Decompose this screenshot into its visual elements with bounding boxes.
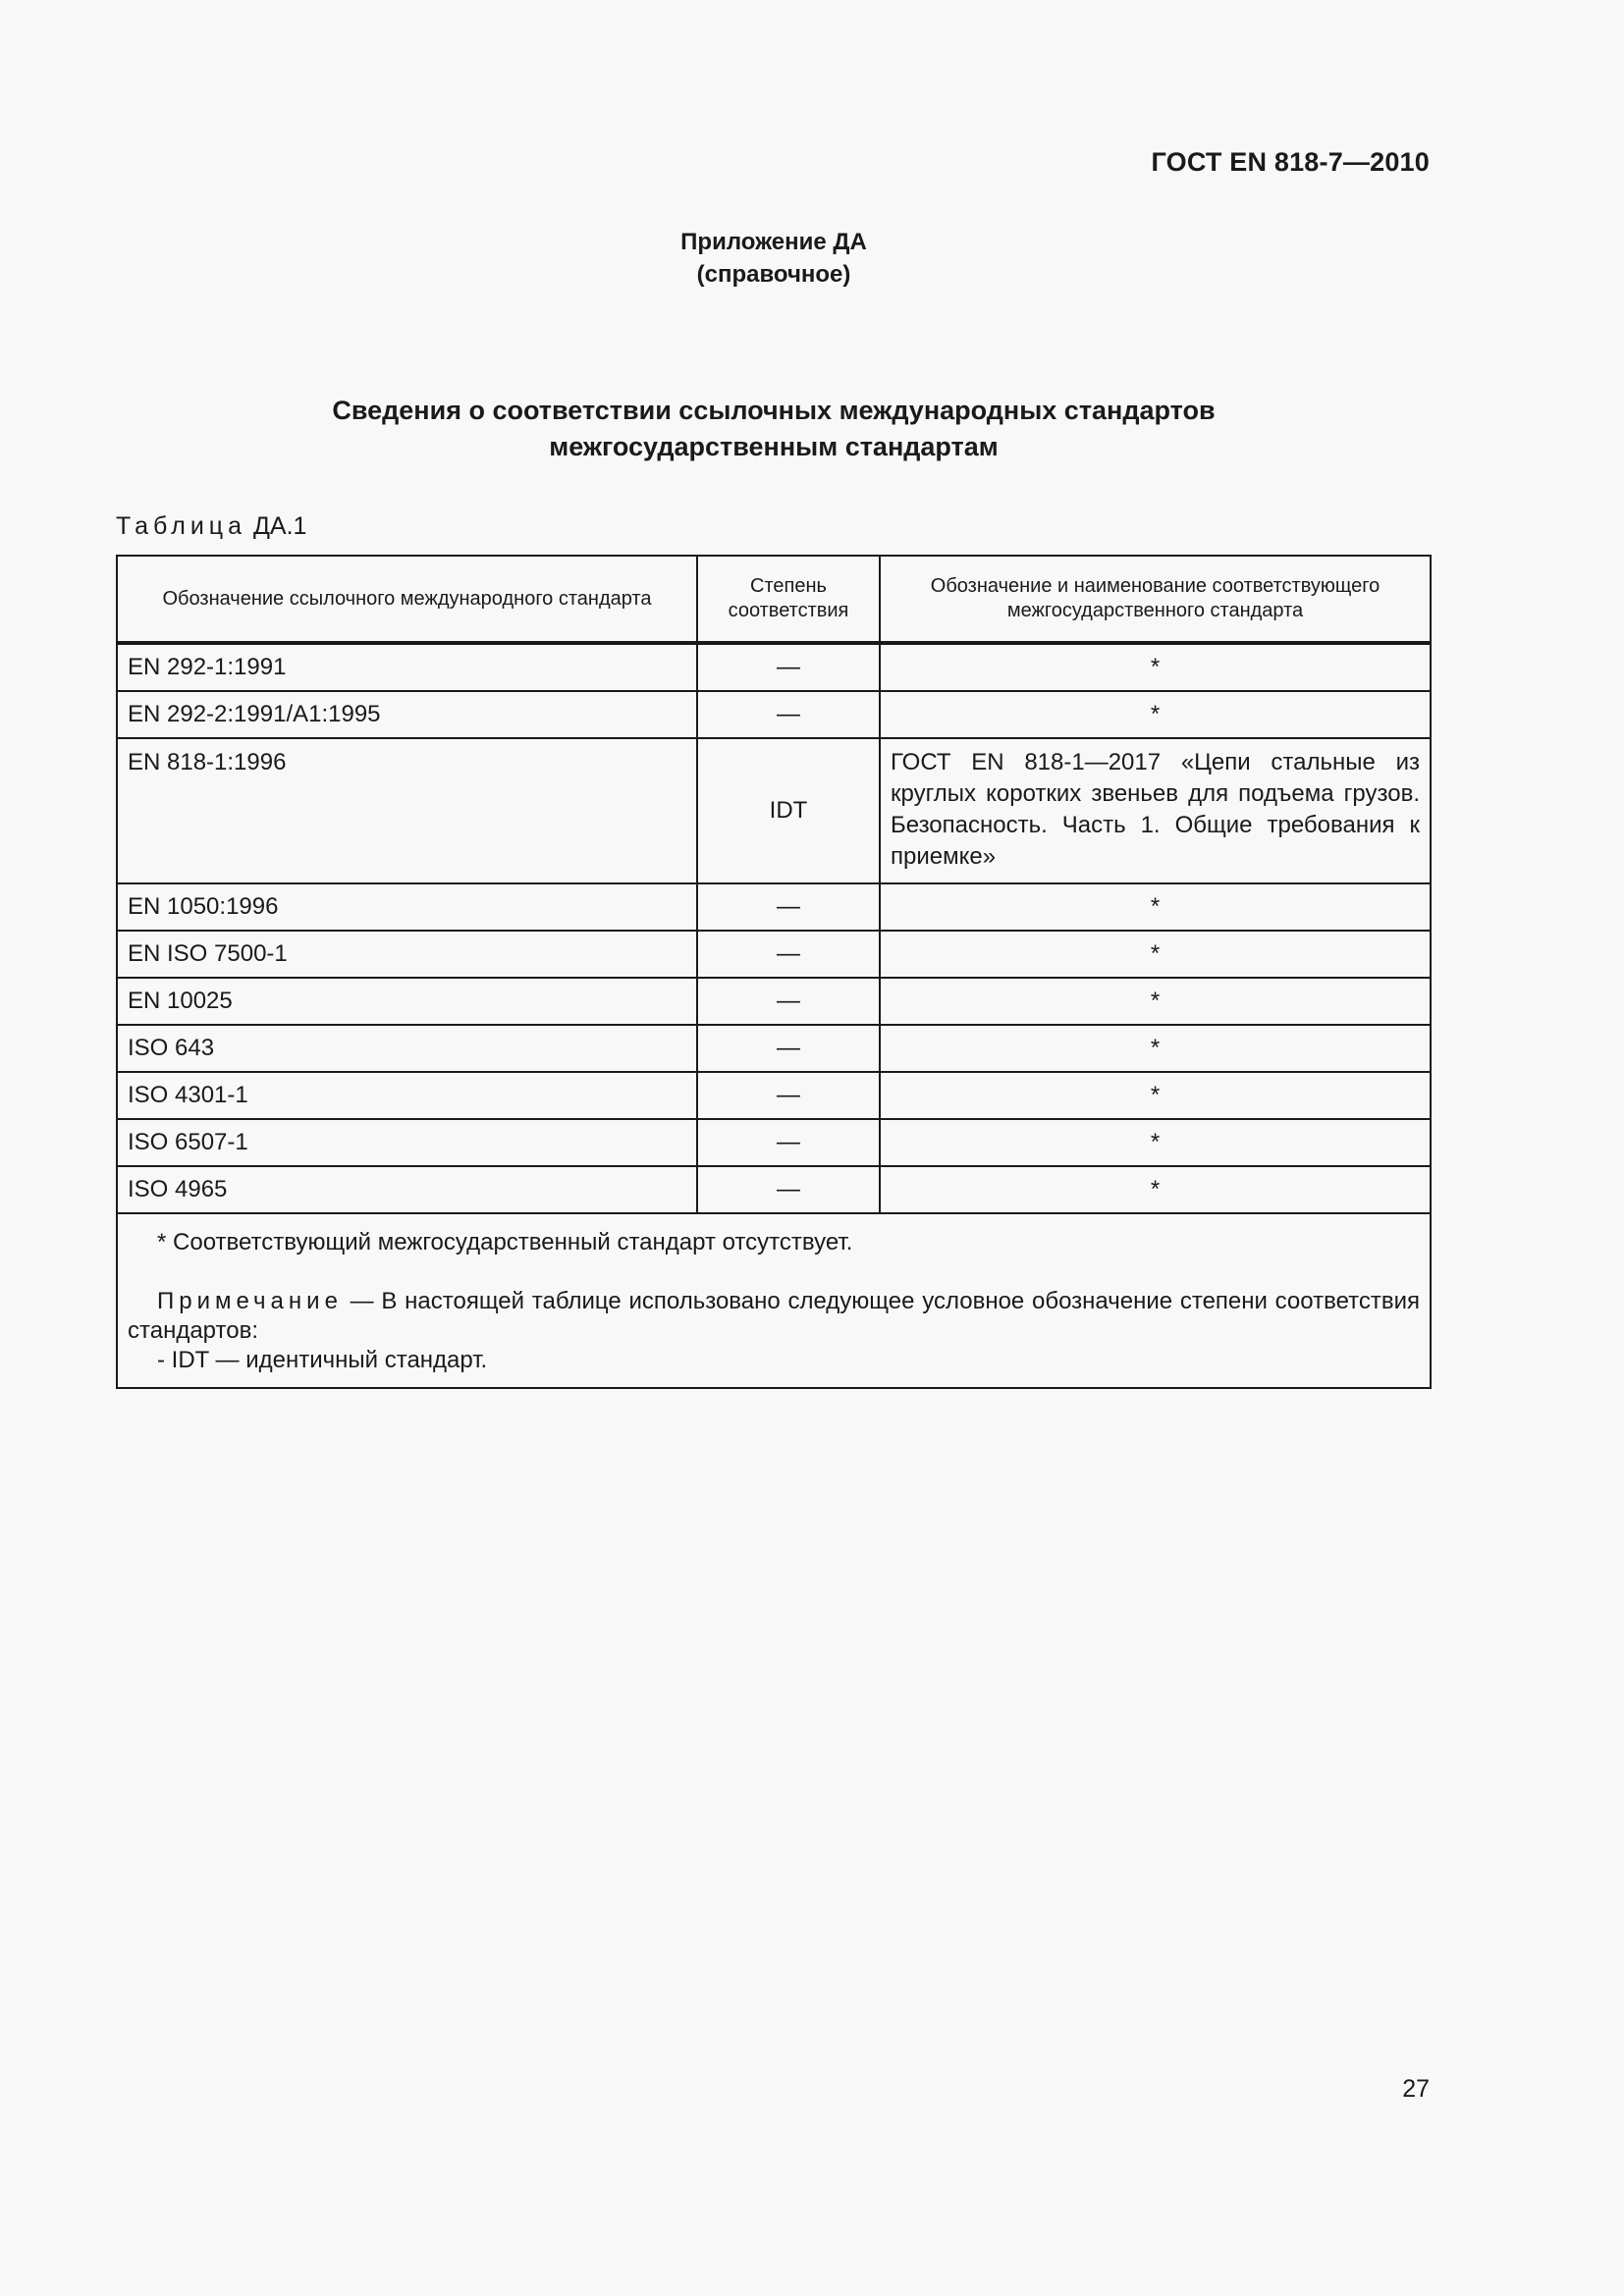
degree-cell: —	[697, 1025, 880, 1072]
national-cell: *	[880, 1166, 1431, 1213]
degree-cell: —	[697, 1072, 880, 1119]
ref-cell: EN 292-2:1991/A1:1995	[117, 691, 697, 738]
table-row	[117, 1072, 1431, 1119]
ref-cell: EN 1050:1996	[117, 883, 697, 931]
national-cell: *	[880, 978, 1431, 1025]
standards-table	[116, 555, 1432, 1389]
table-header-row	[117, 556, 1431, 643]
section-title-line-1: Сведения о соответствии ссылочных международных стандартов	[332, 396, 1216, 425]
annex-title: Приложение ДА	[680, 229, 867, 255]
ref-cell: EN 818-1:1996	[117, 738, 697, 883]
ref-cell: ISO 4965	[117, 1166, 697, 1213]
ref-cell: ISO 643	[117, 1025, 697, 1072]
annex-heading	[0, 226, 1547, 291]
table-label-id: ДА.1	[252, 512, 307, 540]
annex-subtitle: (справочное)	[696, 261, 851, 288]
ref-cell: EN 292-1:1991	[117, 643, 697, 691]
degree-cell: —	[697, 643, 880, 691]
footnote: * Соответствующий межгосударственный стандарт отсутствует.	[157, 1229, 853, 1255]
national-cell: *	[880, 1119, 1431, 1166]
degree-cell: —	[697, 978, 880, 1025]
header-national-standard: Обозначение и наименование соответствующего межгосударственного стандарта	[880, 556, 1431, 643]
table-row	[117, 978, 1431, 1025]
national-cell: *	[880, 1025, 1431, 1072]
note	[128, 1287, 1420, 1346]
page-number: 27	[1402, 2075, 1430, 2103]
table-footer-row	[117, 1213, 1431, 1388]
national-cell: *	[880, 883, 1431, 931]
table-row	[117, 691, 1431, 738]
section-title	[0, 393, 1547, 465]
ref-cell: ISO 4301-1	[117, 1072, 697, 1119]
degree-cell: —	[697, 1119, 880, 1166]
note-label: Примечание	[157, 1288, 343, 1314]
header-ref-standard: Обозначение ссылочного международного стандарта	[117, 556, 697, 643]
degree-cell: —	[697, 1166, 880, 1213]
table-label	[116, 512, 306, 541]
degree-cell: —	[697, 691, 880, 738]
national-cell: *	[880, 1072, 1431, 1119]
table-row	[117, 1119, 1431, 1166]
document-code: ГОСТ EN 818-7—2010	[1151, 147, 1430, 177]
note-text: — В настоящей таблице использовано следующее условное обозначение степени соответствия стандартов:	[128, 1288, 1420, 1344]
note-item: - IDT — идентичный стандарт.	[157, 1347, 488, 1373]
table-footer-cell	[117, 1213, 1431, 1388]
table-row	[117, 643, 1431, 691]
degree-cell: IDT	[697, 738, 880, 883]
national-cell: ГОСТ EN 818-1—2017 «Цепи стальные из круглых коротких звеньев для подъема грузов. Безопасность. Часть 1. Общие требования к приемке»	[880, 738, 1431, 883]
degree-cell: —	[697, 931, 880, 978]
header-degree: Степень соответствия	[697, 556, 880, 643]
ref-cell: EN ISO 7500-1	[117, 931, 697, 978]
national-cell: *	[880, 691, 1431, 738]
table-label-prefix: Таблица	[116, 512, 247, 540]
table-row	[117, 1025, 1431, 1072]
degree-cell: —	[697, 883, 880, 931]
ref-cell: ISO 6507-1	[117, 1119, 697, 1166]
national-cell: *	[880, 643, 1431, 691]
table-row	[117, 1166, 1431, 1213]
table-row	[117, 931, 1431, 978]
national-cell: *	[880, 931, 1431, 978]
section-title-line-2: межгосударственным стандартам	[549, 432, 999, 461]
ref-cell: EN 10025	[117, 978, 697, 1025]
table-row	[117, 883, 1431, 931]
table-row	[117, 738, 1431, 883]
